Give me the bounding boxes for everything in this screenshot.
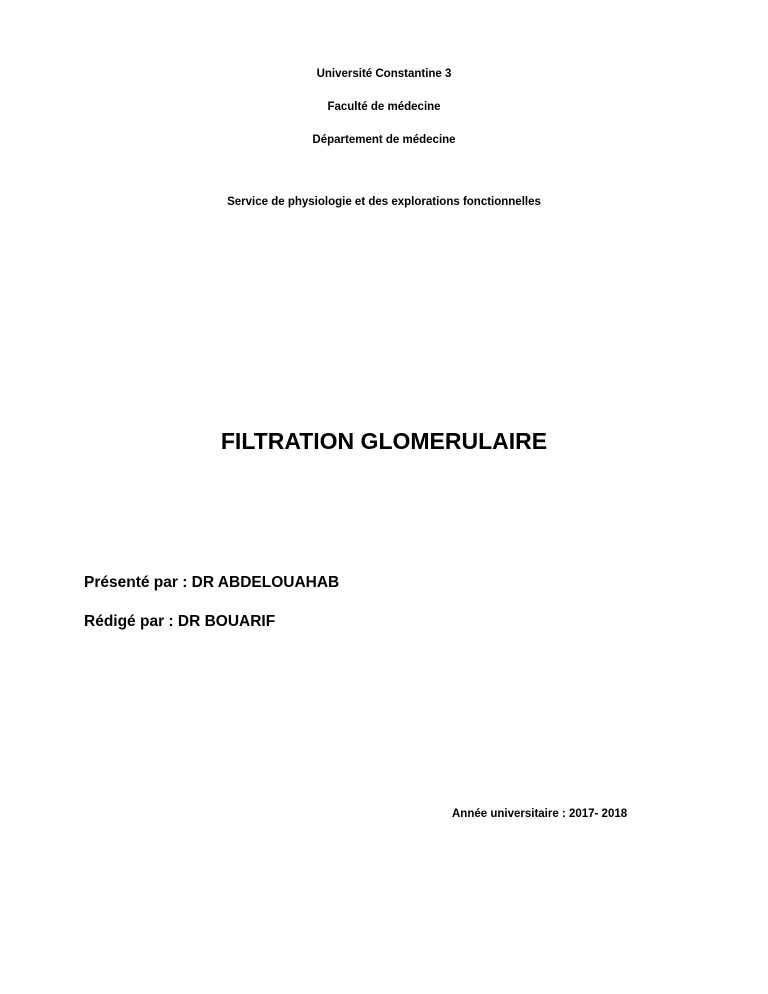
document-title: FILTRATION GLOMERULAIRE (220, 428, 548, 454)
faculty-name: Faculté de médecine (327, 101, 441, 113)
university-name: Université Constantine 3 (316, 68, 452, 80)
department-name: Département de médecine (312, 134, 456, 146)
written-by: Rédigé par : DR BOUARIF (84, 613, 276, 630)
service-name: Service de physiologie et des explorations fonctionnelles (227, 196, 541, 208)
academic-year: Année universitaire : 2017- 2018 (452, 808, 628, 820)
presented-by: Présenté par : DR ABDELOUAHAB (84, 574, 340, 591)
